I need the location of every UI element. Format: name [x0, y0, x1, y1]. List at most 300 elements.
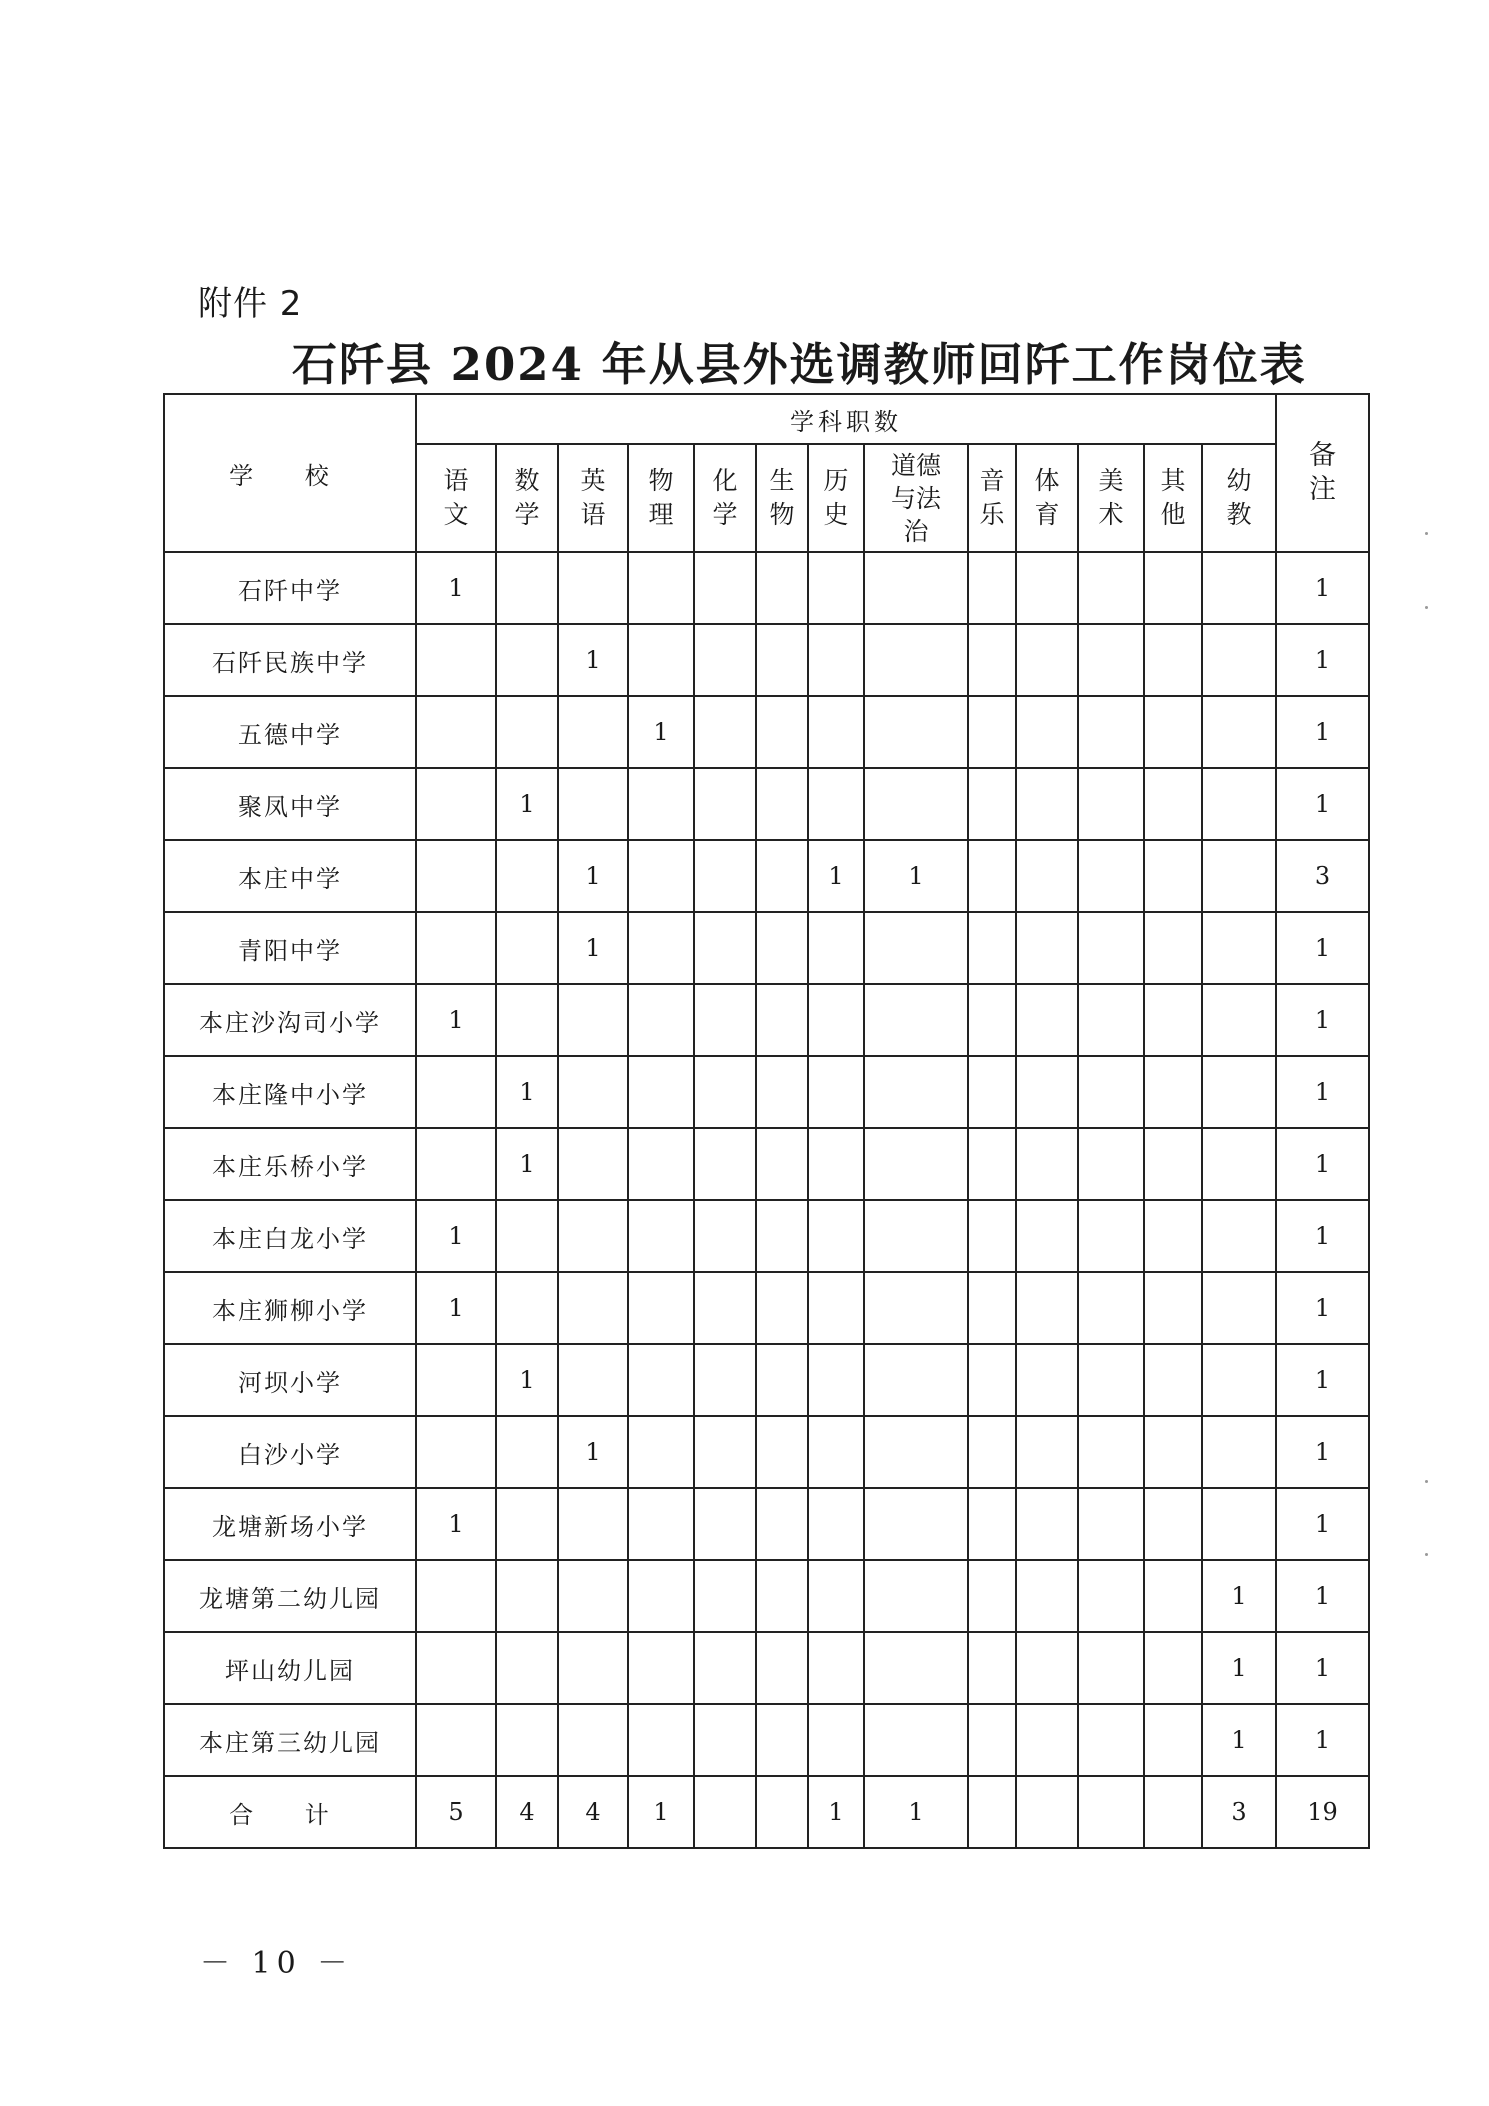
quota-cell [756, 984, 808, 1056]
quota-cell [1202, 1128, 1276, 1200]
quota-cell [628, 1416, 694, 1488]
quota-cell [968, 840, 1016, 912]
school-column-header: 学 校 [164, 394, 416, 552]
quota-cell [968, 624, 1016, 696]
quota-cell [628, 912, 694, 984]
quota-cell [756, 1560, 808, 1632]
quota-cell: 1 [496, 768, 558, 840]
quota-cell [1202, 1056, 1276, 1128]
school-name: 本庄隆中小学 [164, 1056, 416, 1128]
table-row [164, 1272, 1369, 1344]
quota-cell [558, 1560, 628, 1632]
quota-cell: 1 [416, 1272, 496, 1344]
note-cell: 3 [1276, 840, 1369, 912]
quota-cell [694, 1056, 756, 1128]
school-name: 本庄乐桥小学 [164, 1128, 416, 1200]
quota-cell [1016, 1488, 1078, 1560]
quota-cell [968, 1344, 1016, 1416]
quota-cell [864, 1272, 968, 1344]
quota-cell [1202, 912, 1276, 984]
quota-cell: 1 [558, 1416, 628, 1488]
table-row [164, 624, 1369, 696]
quota-cell [416, 696, 496, 768]
note-cell: 1 [1276, 1416, 1369, 1488]
quota-cell [756, 1416, 808, 1488]
quota-cell [968, 1560, 1016, 1632]
total-cell: 1 [628, 1776, 694, 1848]
table-row [164, 1632, 1369, 1704]
note-cell: 1 [1276, 912, 1369, 984]
quota-cell [1016, 1200, 1078, 1272]
quota-cell [864, 1632, 968, 1704]
quota-cell [968, 768, 1016, 840]
quota-cell [558, 1056, 628, 1128]
quota-cell [628, 768, 694, 840]
quota-cell [756, 840, 808, 912]
school-name: 本庄白龙小学 [164, 1200, 416, 1272]
note-cell: 1 [1276, 1344, 1369, 1416]
quota-cell [496, 1272, 558, 1344]
quota-cell [1144, 552, 1202, 624]
quota-cell [864, 1128, 968, 1200]
table-row [164, 552, 1369, 624]
quota-cell [694, 768, 756, 840]
quota-cell [558, 1200, 628, 1272]
quota-cell [864, 1200, 968, 1272]
school-name: 河坝小学 [164, 1344, 416, 1416]
quota-cell: 1 [558, 624, 628, 696]
quota-cell [1016, 1416, 1078, 1488]
quota-cell [864, 1056, 968, 1128]
note-cell: 1 [1276, 696, 1369, 768]
subject-group-header: 学科职数 [416, 394, 1276, 444]
quota-cell [558, 1488, 628, 1560]
page-number: － 10 － [200, 1946, 354, 1981]
quota-cell: 1 [1202, 1632, 1276, 1704]
quota-cell [756, 1488, 808, 1560]
table-row [164, 696, 1369, 768]
quota-cell [628, 1200, 694, 1272]
school-name: 坪山幼儿园 [164, 1632, 416, 1704]
quota-cell [1078, 1632, 1144, 1704]
school-name: 龙塘第二幼儿园 [164, 1560, 416, 1632]
quota-cell [1202, 696, 1276, 768]
subject-header: 历史 [808, 444, 864, 552]
quota-cell [558, 696, 628, 768]
quota-cell [808, 1416, 864, 1488]
table-row [164, 1416, 1369, 1488]
quota-cell [756, 1632, 808, 1704]
quota-cell [1144, 912, 1202, 984]
quota-cell [808, 1344, 864, 1416]
quota-cell [694, 1488, 756, 1560]
quota-cell [694, 1416, 756, 1488]
quota-cell [1202, 984, 1276, 1056]
quota-cell [1144, 984, 1202, 1056]
total-cell [694, 1776, 756, 1848]
quota-cell [1016, 1128, 1078, 1200]
quota-cell [1144, 768, 1202, 840]
quota-cell: 1 [416, 1488, 496, 1560]
quota-cell [1144, 1488, 1202, 1560]
quota-cell [1144, 1200, 1202, 1272]
quota-cell [864, 1488, 968, 1560]
quota-cell [628, 624, 694, 696]
quota-cell [1016, 1560, 1078, 1632]
total-label: 合 计 [164, 1776, 416, 1848]
quota-cell [1144, 1632, 1202, 1704]
quota-cell [808, 1272, 864, 1344]
quota-cell [694, 1272, 756, 1344]
quota-cell [1078, 1704, 1144, 1776]
note-cell: 1 [1276, 624, 1369, 696]
quota-cell [558, 1344, 628, 1416]
quota-cell [756, 696, 808, 768]
quota-cell [416, 624, 496, 696]
quota-cell [1078, 1416, 1144, 1488]
quota-cell [496, 1200, 558, 1272]
quota-cell [756, 1344, 808, 1416]
quota-cell [808, 1632, 864, 1704]
quota-cell [558, 552, 628, 624]
scan-speck [1425, 532, 1428, 535]
quota-cell [864, 696, 968, 768]
quota-cell [694, 552, 756, 624]
subject-header: 英语 [558, 444, 628, 552]
quota-cell: 1 [496, 1344, 558, 1416]
quota-cell [558, 1272, 628, 1344]
school-name: 聚凤中学 [164, 768, 416, 840]
quota-cell [694, 624, 756, 696]
quota-cell [628, 1632, 694, 1704]
quota-cell [1016, 1056, 1078, 1128]
quota-cell [1144, 1344, 1202, 1416]
quota-cell [628, 1560, 694, 1632]
quota-cell [628, 552, 694, 624]
note-cell: 1 [1276, 1128, 1369, 1200]
subject-header: 生物 [756, 444, 808, 552]
quota-cell [808, 768, 864, 840]
quota-cell [1144, 1056, 1202, 1128]
quota-cell [628, 1056, 694, 1128]
subject-header: 道德与法治 [864, 444, 968, 552]
quota-cell [1078, 912, 1144, 984]
school-name: 青阳中学 [164, 912, 416, 984]
quota-cell [1202, 840, 1276, 912]
quota-cell: 1 [496, 1056, 558, 1128]
note-cell: 1 [1276, 768, 1369, 840]
quota-cell [628, 1344, 694, 1416]
note-cell: 1 [1276, 984, 1369, 1056]
note-column-header: 备注 [1276, 394, 1369, 552]
quota-cell [416, 768, 496, 840]
total-cell [968, 1776, 1016, 1848]
quota-cell [1016, 1272, 1078, 1344]
subject-header: 体育 [1016, 444, 1078, 552]
quota-cell [968, 1056, 1016, 1128]
quota-cell [808, 1704, 864, 1776]
quota-cell: 1 [558, 840, 628, 912]
quota-cell [864, 1704, 968, 1776]
quota-cell [808, 552, 864, 624]
total-cell: 3 [1202, 1776, 1276, 1848]
quota-cell [628, 1128, 694, 1200]
quota-cell [864, 984, 968, 1056]
quota-cell [968, 984, 1016, 1056]
school-name: 本庄第三幼儿园 [164, 1704, 416, 1776]
total-cell [1078, 1776, 1144, 1848]
school-name: 本庄沙沟司小学 [164, 984, 416, 1056]
quota-cell [1078, 1344, 1144, 1416]
quota-cell [1016, 1704, 1078, 1776]
quota-cell [416, 1632, 496, 1704]
quota-cell [694, 840, 756, 912]
quota-cell [808, 912, 864, 984]
quota-cell [416, 1560, 496, 1632]
total-cell: 5 [416, 1776, 496, 1848]
quota-cell [694, 1560, 756, 1632]
quota-cell [694, 1128, 756, 1200]
note-cell: 1 [1276, 1200, 1369, 1272]
quota-cell [808, 1200, 864, 1272]
subject-header: 数学 [496, 444, 558, 552]
quota-cell [1016, 912, 1078, 984]
note-cell: 1 [1276, 1704, 1369, 1776]
scan-speck [1425, 1480, 1428, 1483]
subject-header: 化学 [694, 444, 756, 552]
total-cell: 4 [558, 1776, 628, 1848]
quota-cell [1202, 1488, 1276, 1560]
quota-cell [1078, 1488, 1144, 1560]
quota-cell [808, 1488, 864, 1560]
school-name: 本庄中学 [164, 840, 416, 912]
quota-cell [496, 1416, 558, 1488]
table-row [164, 984, 1369, 1056]
quota-cell [756, 624, 808, 696]
quota-cell [968, 1704, 1016, 1776]
quota-cell [1016, 984, 1078, 1056]
table-body [164, 552, 1369, 1848]
quota-cell [1016, 696, 1078, 768]
quota-cell [416, 1416, 496, 1488]
table-row [164, 912, 1369, 984]
quota-cell [1078, 1272, 1144, 1344]
table-row [164, 1704, 1369, 1776]
quota-cell [694, 1632, 756, 1704]
quota-cell [1202, 1200, 1276, 1272]
quota-cell [1078, 1056, 1144, 1128]
quota-cell [864, 1416, 968, 1488]
quota-cell [808, 1560, 864, 1632]
quota-cell [1078, 768, 1144, 840]
quota-cell: 1 [864, 840, 968, 912]
quota-cell [628, 1488, 694, 1560]
total-note-cell: 19 [1276, 1776, 1369, 1848]
quota-cell [1144, 840, 1202, 912]
quota-cell: 1 [558, 912, 628, 984]
quota-cell [694, 1200, 756, 1272]
note-cell: 1 [1276, 1272, 1369, 1344]
quota-cell [496, 1488, 558, 1560]
quota-cell [808, 624, 864, 696]
quota-cell [1202, 768, 1276, 840]
school-name: 白沙小学 [164, 1416, 416, 1488]
quota-cell: 1 [416, 1200, 496, 1272]
quota-cell [558, 984, 628, 1056]
positions-table [163, 393, 1370, 1849]
quota-cell [1078, 1128, 1144, 1200]
quota-cell [1202, 552, 1276, 624]
quota-cell [1078, 984, 1144, 1056]
table-row [164, 1488, 1369, 1560]
quota-cell [1202, 1416, 1276, 1488]
quota-cell [416, 1128, 496, 1200]
quota-cell [1202, 1272, 1276, 1344]
quota-cell [1016, 840, 1078, 912]
quota-cell [628, 1272, 694, 1344]
quota-cell: 1 [496, 1128, 558, 1200]
quota-cell [628, 1704, 694, 1776]
note-cell: 1 [1276, 1632, 1369, 1704]
table-row [164, 1128, 1369, 1200]
quota-cell [756, 1128, 808, 1200]
subject-header: 语文 [416, 444, 496, 552]
quota-cell [864, 1560, 968, 1632]
quota-cell [496, 552, 558, 624]
quota-cell [968, 1200, 1016, 1272]
quota-cell [496, 840, 558, 912]
quota-cell [756, 912, 808, 984]
subject-header: 幼教 [1202, 444, 1276, 552]
quota-cell [864, 624, 968, 696]
quota-cell [1016, 1344, 1078, 1416]
quota-cell [808, 696, 864, 768]
quota-cell [756, 1272, 808, 1344]
quota-cell [756, 768, 808, 840]
quota-cell [416, 912, 496, 984]
table-row [164, 1560, 1369, 1632]
quota-cell [1078, 1200, 1144, 1272]
total-cell [756, 1776, 808, 1848]
quota-cell [1016, 624, 1078, 696]
quota-cell [1078, 1560, 1144, 1632]
quota-cell [864, 1344, 968, 1416]
note-cell: 1 [1276, 1056, 1369, 1128]
quota-cell [968, 1632, 1016, 1704]
quota-cell: 1 [416, 552, 496, 624]
quota-cell: 1 [808, 840, 864, 912]
attachment-label: 附件 2 [198, 284, 303, 324]
scan-speck [1425, 1553, 1428, 1556]
quota-cell [1202, 624, 1276, 696]
quota-cell [416, 1704, 496, 1776]
quota-cell [496, 1560, 558, 1632]
quota-cell [968, 552, 1016, 624]
quota-cell: 1 [1202, 1704, 1276, 1776]
quota-cell [968, 1416, 1016, 1488]
quota-cell [808, 984, 864, 1056]
table-row [164, 840, 1369, 912]
quota-cell [1144, 1416, 1202, 1488]
quota-cell [1202, 1344, 1276, 1416]
quota-cell [968, 1128, 1016, 1200]
quota-cell [694, 1344, 756, 1416]
quota-cell [864, 768, 968, 840]
quota-cell [756, 1704, 808, 1776]
scan-speck [1425, 606, 1428, 609]
table-row [164, 1344, 1369, 1416]
table-row [164, 1200, 1369, 1272]
quota-cell [496, 696, 558, 768]
quota-cell [1016, 768, 1078, 840]
quota-cell [968, 696, 1016, 768]
quota-cell [496, 624, 558, 696]
quota-cell [756, 1200, 808, 1272]
school-name: 五德中学 [164, 696, 416, 768]
quota-cell [968, 1272, 1016, 1344]
total-cell [1016, 1776, 1078, 1848]
quota-cell: 1 [1202, 1560, 1276, 1632]
quota-cell [416, 1056, 496, 1128]
table-row [164, 768, 1369, 840]
note-cell: 1 [1276, 1488, 1369, 1560]
quota-cell [1016, 552, 1078, 624]
note-cell: 1 [1276, 552, 1369, 624]
subject-header: 音乐 [968, 444, 1016, 552]
quota-cell [558, 1704, 628, 1776]
quota-cell [808, 1128, 864, 1200]
total-cell: 1 [808, 1776, 864, 1848]
subject-header: 物理 [628, 444, 694, 552]
table-row [164, 1056, 1369, 1128]
quota-cell [628, 984, 694, 1056]
quota-cell [968, 1488, 1016, 1560]
quota-cell [1016, 1632, 1078, 1704]
quota-cell [496, 984, 558, 1056]
school-name: 本庄狮柳小学 [164, 1272, 416, 1344]
quota-cell [628, 840, 694, 912]
quota-cell [496, 912, 558, 984]
quota-cell [1144, 1704, 1202, 1776]
quota-cell [1078, 552, 1144, 624]
quota-cell [1144, 1272, 1202, 1344]
total-cell: 1 [864, 1776, 968, 1848]
quota-cell [1078, 840, 1144, 912]
quota-cell [1144, 1560, 1202, 1632]
quota-cell [558, 1128, 628, 1200]
quota-cell [416, 1344, 496, 1416]
subject-header: 美术 [1078, 444, 1144, 552]
school-name: 石阡民族中学 [164, 624, 416, 696]
school-name: 龙塘新场小学 [164, 1488, 416, 1560]
quota-cell [968, 912, 1016, 984]
quota-cell [1144, 624, 1202, 696]
quota-cell: 1 [416, 984, 496, 1056]
quota-cell [558, 1632, 628, 1704]
quota-cell: 1 [628, 696, 694, 768]
quota-cell [1078, 624, 1144, 696]
quota-cell [496, 1632, 558, 1704]
quota-cell [756, 1056, 808, 1128]
school-name: 石阡中学 [164, 552, 416, 624]
quota-cell [864, 552, 968, 624]
quota-cell [694, 912, 756, 984]
subject-header: 其他 [1144, 444, 1202, 552]
quota-cell [416, 840, 496, 912]
quota-cell [756, 552, 808, 624]
total-row [164, 1776, 1369, 1848]
quota-cell [864, 912, 968, 984]
